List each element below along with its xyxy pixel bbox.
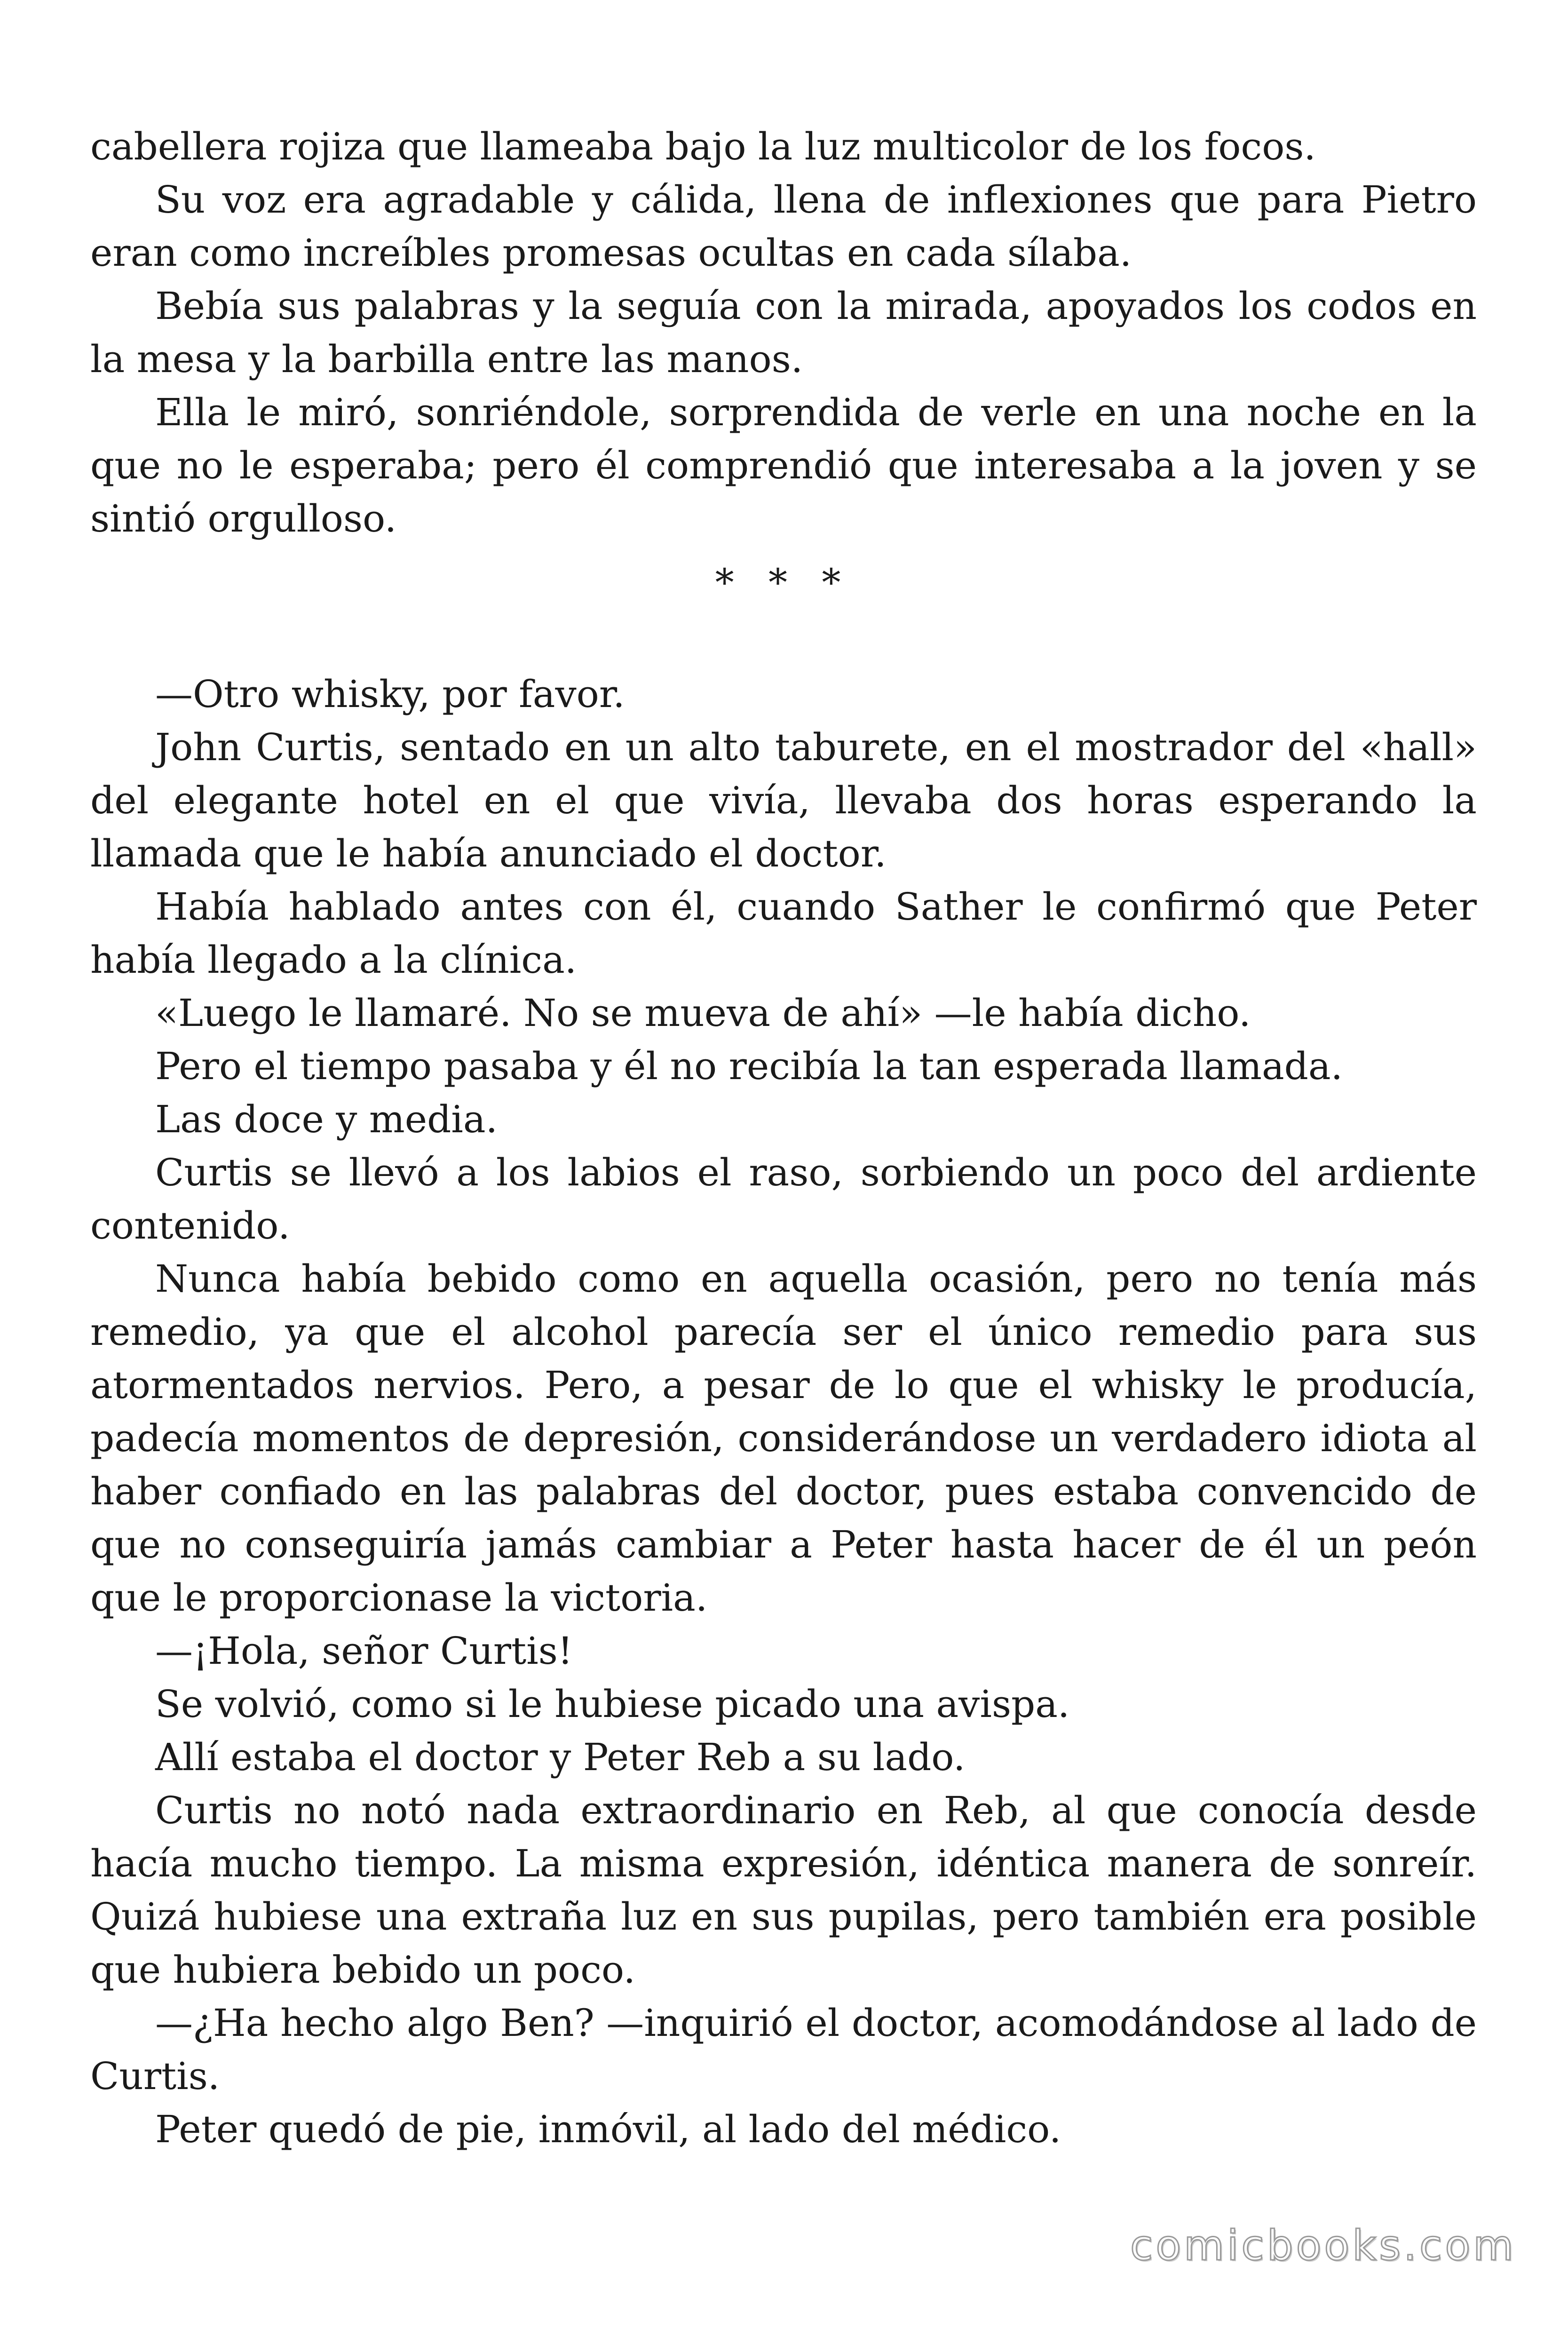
paragraph: John Curtis, sentado en un alto taburete, en el mostrador del «hall» del elegante hotel en el que vivía, llevaba dos horas esperando la llamada que le había anunciado el doctor.: [90, 725, 1477, 875]
paragraph: Pero el tiempo pasaba y él no recibía la tan esperada llamada.: [155, 1044, 1343, 1088]
paragraph: «Luego le llamaré. No se mueva de ahí» —le había dicho.: [155, 991, 1251, 1035]
page-text: [90, 120, 1477, 2156]
paragraph: Se volvió, como si le hubiese picado una avispa.: [155, 1682, 1070, 1726]
paragraph: Peter quedó de pie, inmóvil, al lado del médico.: [155, 2107, 1061, 2151]
paragraph: —¡Hola, señor Curtis!: [155, 1629, 573, 1673]
paragraph: Las doce y media.: [155, 1097, 498, 1141]
paragraph: —Otro whisky, por favor.: [155, 672, 625, 716]
paragraph: Allí estaba el doctor y Peter Reb a su lado.: [155, 1735, 966, 1779]
paragraph: —¿Ha hecho algo Ben? —inquirió el doctor, acomodándose al lado de Curtis.: [90, 2001, 1477, 2098]
watermark: comicbooks.com: [1130, 2221, 1516, 2270]
paragraph: Había hablado antes con él, cuando Sather le confirmó que Peter había llegado a la clínica.: [90, 885, 1477, 982]
paragraph: Curtis se llevó a los labios el raso, sorbiendo un poco del ardiente contenido.: [90, 1151, 1477, 1248]
paragraph: Curtis no notó nada extraordinario en Reb, al que conocía desde hacía mucho tiempo. La misma expresión, idéntica manera de sonreír. Quizá hubiese una extraña luz en sus pupilas, pero también era posible que hubiera bebido un poco.: [90, 1788, 1477, 1992]
paragraph: Nunca había bebido como en aquella ocasión, pero no tenía más remedio, ya que el alcohol parecía ser el único remedio para sus atormentados nervios. Pero, a pesar de lo que el whisky le producía, padecía momentos de depresión, considerándose un verdadero idiota al haber confiado en las palabras del doctor, pues estaba convencido de que no conseguiría jamás cambiar a Peter hasta hacer de él un peón que le proporcionase la victoria.: [90, 1257, 1477, 1620]
paragraph: cabellera rojiza que llameaba bajo la luz multicolor de los focos.: [90, 125, 1316, 168]
paragraph: Ella le miró, sonriéndole, sorprendida de verle en una noche en la que no le esperaba; pero él comprendió que interesaba a la joven y se sintió orgulloso.: [90, 390, 1477, 540]
paragraph: Bebía sus palabras y la seguía con la mirada, apoyados los codos en la mesa y la barbilla entre las manos.: [90, 284, 1477, 381]
paragraph: Su voz era agradable y cálida, llena de inflexiones que para Pietro eran como increíbles promesas ocultas en cada sílaba.: [90, 178, 1477, 275]
scene-break: * * *: [715, 561, 852, 604]
